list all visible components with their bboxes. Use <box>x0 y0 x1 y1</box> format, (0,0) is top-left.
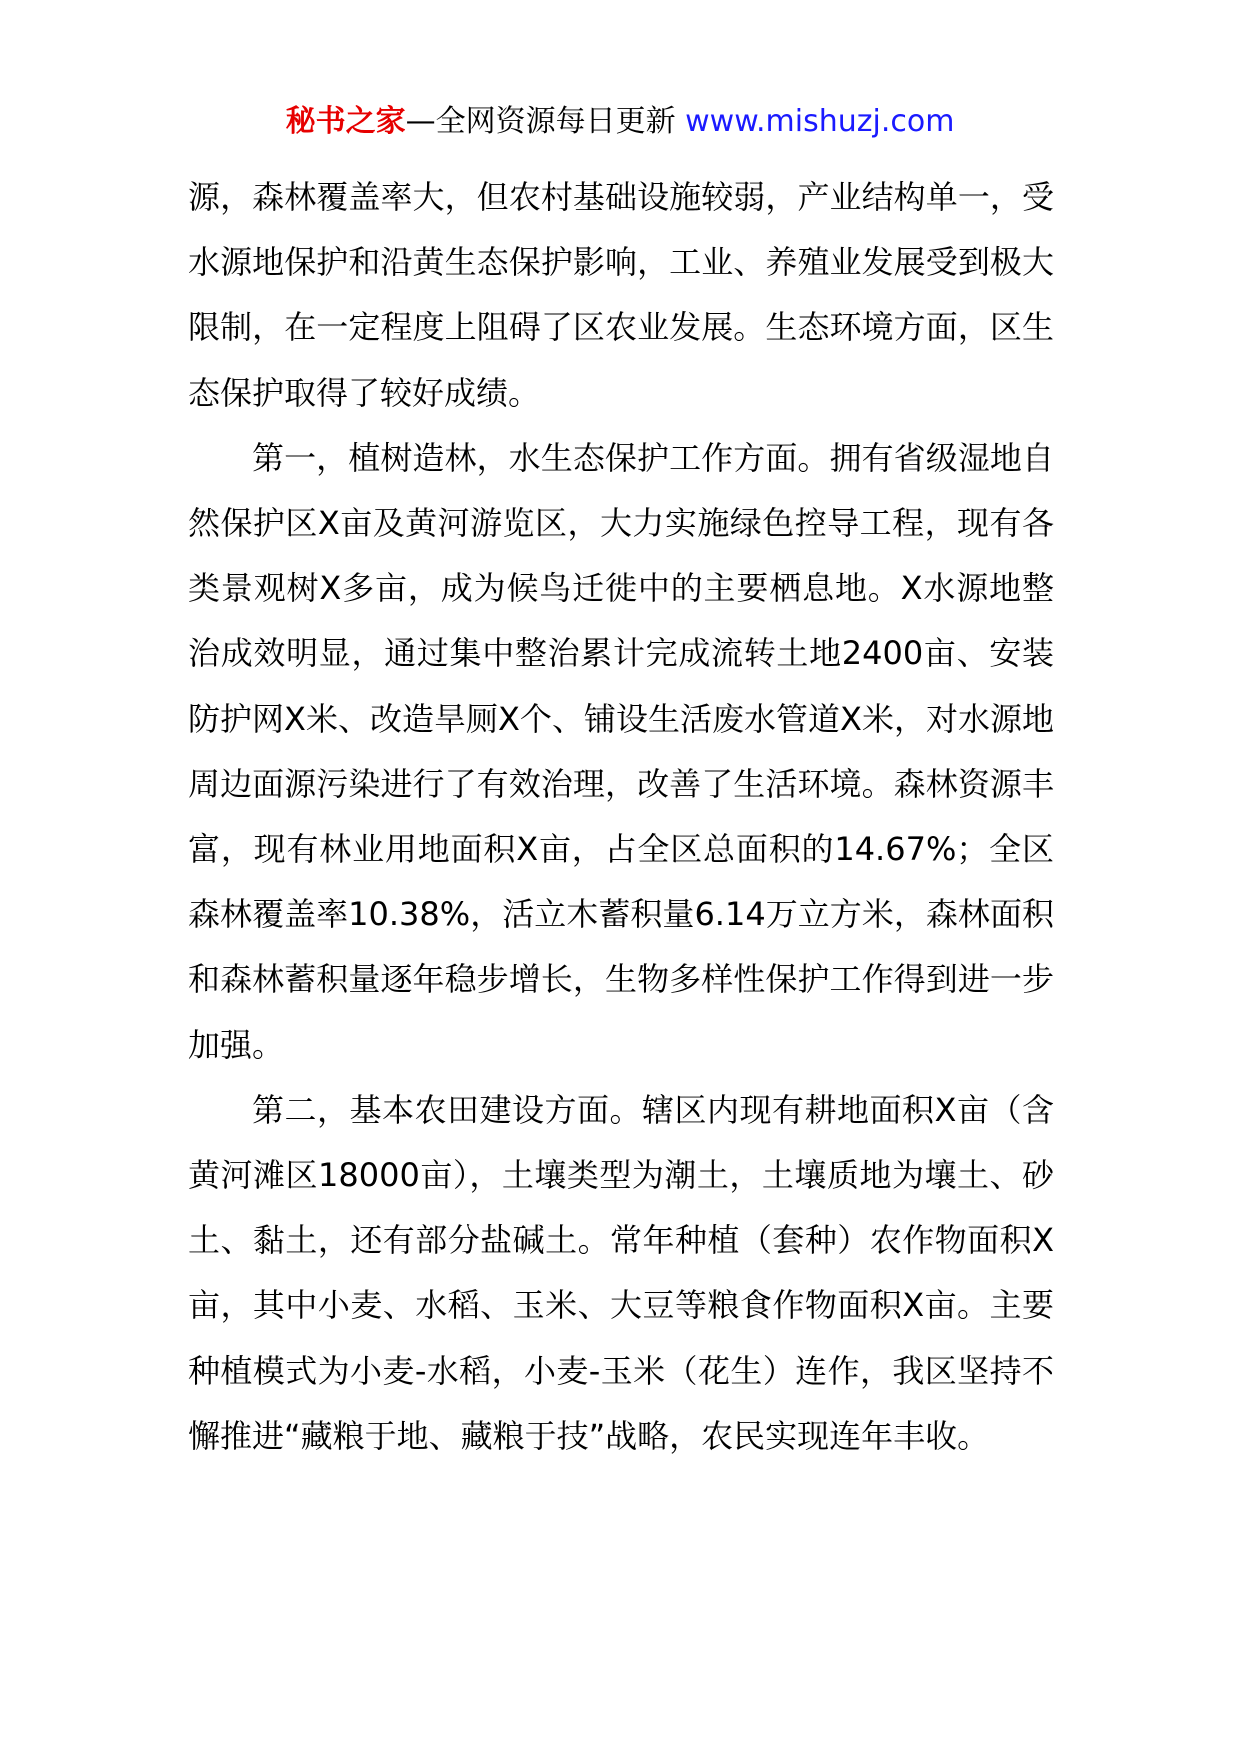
document-body <box>188 165 1054 1469</box>
paragraph-continued: 源，森林覆盖率大，但农村基础设施较弱，产业结构单一，受水源地保护和沿黄生态保护影响，工业、养殖业发展受到极大限制，在一定程度上阻碍了区农业发展。生态环境方面，区生态保护取得了较好成绩。 <box>188 178 1054 412</box>
brand-name: 秘书之家 <box>285 104 406 139</box>
site-url-link[interactable]: www.mishuzj.com <box>685 104 955 139</box>
site-header <box>0 100 1240 144</box>
paragraph-afforestation: 第一，植树造林，水生态保护工作方面。拥有省级湿地自然保护区X亩及黄河游览区，大力实施绿色控导工程，现有各类景观树X多亩，成为候鸟迁徙中的主要栖息地。X水源地整治成效明显，通过集中整治累计完成流转土地2400亩、安装防护网X米、改造旱厕X个、铺设生活废水管道X米，对水源地周边面源污染进行了有效治理，改善了生活环境。森林资源丰富，现有林业用地面积X亩，占全区总面积的14.67%；全区森林覆盖率10.38%，活立木蓄积量6.14万立方米，森林面积和森林蓄积量逐年稳步增长，生物多样性保护工作得到进一步加强。 <box>188 438 1054 1064</box>
header-tagline: —全网资源每日更新 <box>405 104 676 139</box>
paragraph-farmland: 第二，基本农田建设方面。辖区内现有耕地面积X亩（含黄河滩区18000亩），土壤类型为潮土，土壤质地为壤土、砂土、黏土，还有部分盐碱土。常年种植（套种）农作物面积X亩，其中小麦、水稻、玉米、大豆等粮食作物面积X亩。主要种植模式为小麦-水稻，小麦-玉米（花生）连作，我区坚持不懈推进“藏粮于地、藏粮于技”战略，农民实现连年丰收。 <box>188 1090 1054 1455</box>
